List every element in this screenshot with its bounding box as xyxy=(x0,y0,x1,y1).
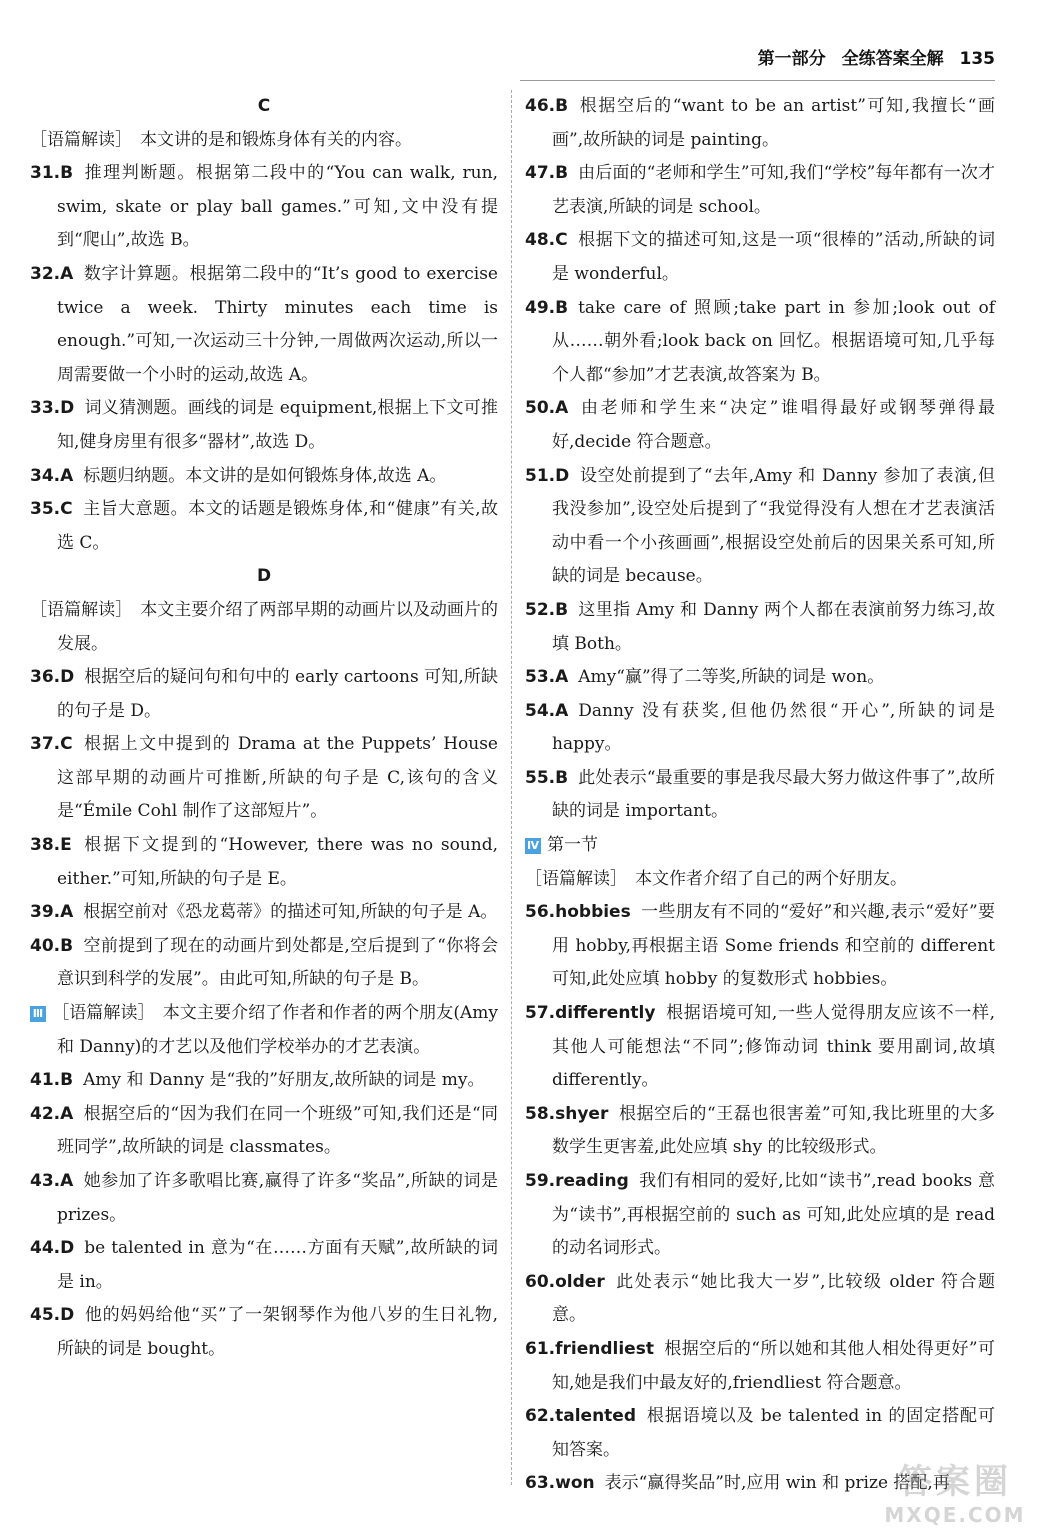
answer-explanation: 表示“赢得奖品”时,应用 win 和 prize 搭配,再 xyxy=(604,1473,950,1494)
answer-explanation: 根据下文的描述可知,这是一项“很棒的”活动,所缺的词是 wonderful。 xyxy=(552,230,995,284)
page-number: 135 xyxy=(959,49,995,69)
answer-explanation: 标题归纳题。本文讲的是如何锻炼身体,故选 A。 xyxy=(83,465,447,486)
answer-number: 34.A xyxy=(30,465,74,486)
answer-explanation: 词义猜测题。画线的词是 equipment,根据上下文可推知,健身房里有很多“器材”,故选 D。 xyxy=(57,398,498,452)
answer-number: 45.D xyxy=(30,1305,75,1326)
answer-item xyxy=(525,1266,995,1333)
answer-number: 53.A xyxy=(525,667,569,688)
answer-explanation: 主旨大意题。本文的话题是锻炼身体,和“健康”有关,故选 C。 xyxy=(57,499,498,553)
answer-number: 46.B xyxy=(525,96,569,116)
answer-item xyxy=(525,695,995,762)
answer-number: 38.E xyxy=(30,835,72,856)
answer-number: 61.friendliest xyxy=(525,1338,654,1359)
summary-label: ［语篇解读］ xyxy=(525,868,627,889)
answer-explanation: Danny 没有获奖,但他仍然很“开心”,所缺的词是 happy。 xyxy=(552,700,995,755)
answer-explanation: 空前提到了现在的动画片到处都是,空后提到了“你将会意识到科学的发展”。由此可知,所缺的句子是 B。 xyxy=(57,935,498,990)
answer-item xyxy=(30,1098,498,1165)
answer-explanation: 根据空后的“因为我们在同一个班级”可知,我们还是“同班同学”,故所缺的词是 classmates。 xyxy=(57,1103,498,1158)
summary-label: ［语篇解读］ xyxy=(30,599,133,620)
answer-explanation: 这里指 Amy 和 Danny 两个人都在表演前努力练习,故填 Both。 xyxy=(552,599,995,654)
page-header xyxy=(748,44,995,69)
answer-explanation: 根据空后的“王磊也很害羞”可知,我比班里的大多数学生更害羞,此处应填 shy 的比较级形式。 xyxy=(552,1103,995,1158)
column-divider xyxy=(511,90,512,1485)
summary-text: 本文主要介绍了作者和作者的两个朋友(Amy 和 Danny)的才艺以及他们学校举办的才艺表演。 xyxy=(57,1003,499,1057)
answer-explanation: 根据空后的“所以她和其他人相处得更好”可知,她是我们中最友好的,friendliest 符合题意。 xyxy=(552,1338,995,1393)
passage-summary xyxy=(30,124,498,158)
summary-text: 第一节 xyxy=(547,835,598,856)
answer-number: 36.D xyxy=(30,667,75,688)
answer-explanation: 由后面的“老师和学生”可知,我们“学校”每年都有一次才艺表演,所缺的词是 school。 xyxy=(552,163,995,217)
answer-number: 62.talented xyxy=(525,1406,636,1427)
answer-explanation: 根据语境可知,一些人觉得朋友应该不一样,其他人可能想法“不同”;修饰动词 think 要用副词,故填 differently。 xyxy=(552,1003,995,1091)
passage-summary xyxy=(30,594,498,661)
answer-item xyxy=(525,392,995,459)
section-intro xyxy=(30,997,498,1064)
answer-item xyxy=(30,392,498,459)
answer-number: 54.A xyxy=(525,700,569,721)
section-title: 第一部分 xyxy=(757,49,826,69)
answer-number: 57.differently xyxy=(525,1003,656,1024)
summary-text: 本文讲的是和锻炼身体有关的内容。 xyxy=(140,129,412,150)
answer-item xyxy=(30,493,498,560)
answer-item xyxy=(525,224,995,291)
answer-number: 59.reading xyxy=(525,1171,629,1191)
answer-explanation: Amy 和 Danny 是“我的”好朋友,故所缺的词是 my。 xyxy=(83,1070,485,1091)
answer-item xyxy=(30,1165,498,1232)
answer-number: 48.C xyxy=(525,230,568,251)
answer-number: 40.B xyxy=(30,935,74,956)
answer-explanation: take care of 照顾;take part in 参加;look out of 从……朝外看;look back on 回忆。根据语境可知,几乎每个人都“参加”才艺表演,故答案为 B。 xyxy=(552,297,995,385)
answer-item xyxy=(30,258,498,392)
answer-item xyxy=(30,661,498,728)
answer-number: 44.D xyxy=(30,1238,75,1259)
answer-number: 33.D xyxy=(30,398,75,419)
answer-explanation: Amy“赢”得了二等奖,所缺的词是 won。 xyxy=(578,667,885,688)
answer-explanation: 一些朋友有不同的“爱好”和兴趣,表示“爱好”要用 hobby,再根据主语 Some friends 和空前的 different 可知,此处应填 hobby 的复数形式 hobbies。 xyxy=(552,902,995,990)
answer-item xyxy=(30,930,498,997)
answer-number: 41.B xyxy=(30,1070,74,1091)
answer-explanation: 此处表示“她比我大一岁”,比较级 older 符合题意。 xyxy=(552,1271,995,1326)
left-column xyxy=(30,90,498,1367)
answer-explanation: 此处表示“最重要的事是我尽最大努力做这件事了”,故所缺的词是 important。 xyxy=(552,767,995,822)
answer-item xyxy=(525,1333,995,1400)
answer-item xyxy=(525,762,995,829)
passage-summary xyxy=(525,863,995,897)
answer-explanation: 推理判断题。根据第二段中的“You can walk, run, swim, skate or play ball games.”可知,文中没有提到“爬山”,故选 B。 xyxy=(57,163,498,251)
answer-number: 50.A xyxy=(525,398,569,419)
answer-number: 31.B xyxy=(30,163,74,184)
answer-number: 39.A xyxy=(30,902,74,923)
answer-number: 52.B xyxy=(525,599,569,620)
answer-explanation: 他的妈妈给他“买”了一架钢琴作为他八岁的生日礼物,所缺的词是 bought。 xyxy=(57,1305,498,1359)
answer-number: 35.C xyxy=(30,499,73,520)
answer-explanation: 数字计算题。根据第二段中的“It’s good to exercise twice a week. Thirty minutes each time is enough.”可知,一次运动三十分钟,一周做两次运动,所以一周需要做一个小时的运动,故选 A。 xyxy=(57,263,498,385)
answer-explanation: 我们有相同的爱好,比如“读书”,read books 意为“读书”,再根据空前的 such as 可知,此处应填的是 read 的动名词形式。 xyxy=(552,1171,995,1259)
answer-number: 42.A xyxy=(30,1103,74,1124)
answer-item xyxy=(525,1165,995,1266)
summary-text: 本文作者介绍了自己的两个好朋友。 xyxy=(635,868,907,889)
answer-number: 37.C xyxy=(30,734,73,755)
section-badge: Ⅲ xyxy=(30,1006,46,1022)
answer-number: 63.won xyxy=(525,1473,595,1494)
answer-item xyxy=(525,997,995,1098)
answer-item xyxy=(30,728,498,829)
answer-item xyxy=(30,1299,498,1366)
answer-explanation: 根据上文中提到的 Drama at the Puppets’ House 这部早期的动画片可推断,所缺的句子是 C,该句的含义是“Émile Cohl 制作了这部短片”。 xyxy=(57,734,498,822)
section-badge: Ⅳ xyxy=(526,839,540,853)
answer-explanation: 设空处前提到了“去年,Amy 和 Danny 参加了表演,但我没参加”,设空处后提到了“我觉得没有人想在才艺表演活动中看一个小孩画画”,根据设空处前后的因果关系可知,所缺的词是 because。 xyxy=(552,465,995,587)
answer-number: 43.A xyxy=(30,1171,74,1191)
answer-item xyxy=(525,90,995,157)
answer-item xyxy=(525,594,995,661)
answer-number: 32.A xyxy=(30,263,74,284)
summary-label: ［语篇解读］ xyxy=(52,1003,155,1024)
answer-item xyxy=(525,1098,995,1165)
summary-label: ［语篇解读］ xyxy=(30,129,132,150)
answer-number: 49.B xyxy=(525,297,569,318)
section-intro xyxy=(525,829,995,863)
header-rule xyxy=(520,80,995,81)
answer-explanation: 根据空后的疑问句和句中的 early cartoons 可知,所缺的句子是 D。 xyxy=(57,667,498,721)
answer-item xyxy=(525,292,995,393)
passage-heading: C xyxy=(257,96,271,116)
answer-explanation: 根据语境以及 be talented in 的固定搭配可知答案。 xyxy=(552,1406,995,1460)
watermark-logo: 答案圈 MXQE.COM xyxy=(884,1462,1026,1527)
answer-explanation: 根据下文提到的“However, there was no sound, either.”可知,所缺的句子是 E。 xyxy=(57,835,498,889)
answer-number: 58.shyer xyxy=(525,1103,609,1124)
answer-number: 60.older xyxy=(525,1271,605,1292)
answer-explanation: be talented in 意为“在……方面有天赋”,故所缺的词是 in。 xyxy=(57,1238,498,1292)
answer-item xyxy=(525,896,995,997)
answer-number: 51.D xyxy=(525,465,570,486)
answer-item xyxy=(30,1232,498,1299)
answer-explanation: 根据空后的“want to be an artist”可知,我擅长“画画”,故所缺的词是 painting。 xyxy=(552,96,995,150)
answer-item xyxy=(30,896,498,930)
answer-explanation: 她参加了许多歌唱比赛,赢得了许多“奖品”,所缺的词是 prizes。 xyxy=(57,1171,498,1225)
answer-item xyxy=(525,661,995,695)
answer-number: 55.B xyxy=(525,767,569,788)
answer-item xyxy=(30,1064,498,1098)
answer-item xyxy=(30,829,498,896)
answer-number: 47.B xyxy=(525,163,569,184)
answer-explanation: 由老师和学生来“决定”谁唱得最好或钢琴弹得最好,decide 符合题意。 xyxy=(552,398,995,452)
answer-item xyxy=(30,460,498,494)
answer-item xyxy=(525,460,995,594)
section-subtitle: 全练答案全解 xyxy=(841,49,944,69)
right-column xyxy=(525,90,995,1501)
answer-number: 56.hobbies xyxy=(525,902,631,923)
answer-item xyxy=(525,157,995,224)
answer-item xyxy=(30,157,498,258)
summary-text: 本文主要介绍了两部早期的动画片以及动画片的发展。 xyxy=(57,599,499,654)
passage-heading: D xyxy=(256,566,272,587)
answer-explanation: 根据空前对《恐龙葛蒂》的描述可知,所缺的句子是 A。 xyxy=(83,902,498,923)
